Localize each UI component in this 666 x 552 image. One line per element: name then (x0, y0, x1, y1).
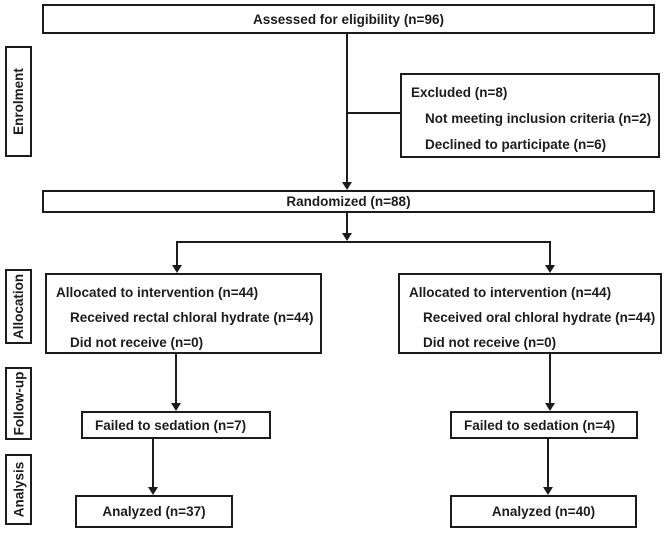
connector-right-followup-analyzed (547, 439, 549, 488)
allocation-left-line-2: Received rectal chloral hydrate (n=44) (70, 310, 314, 325)
stage-label-enrolment (5, 46, 32, 157)
randomized-text: Randomized (n=88) (286, 194, 411, 209)
assessed-box (42, 4, 655, 34)
excluded-box (400, 73, 660, 158)
connector-left-followup-analyzed (152, 439, 154, 488)
stage-label-enrolment-text: Enrolment (11, 68, 27, 135)
arrowhead-left-allocation (172, 265, 182, 273)
arrowhead-left-analyzed (148, 487, 158, 495)
allocation-left-line-3: Did not receive (n=0) (70, 335, 204, 350)
arrowhead-randomized (342, 182, 352, 190)
arrowhead-split (342, 233, 352, 241)
allocation-left-box (45, 273, 322, 354)
followup-left-text: Failed to sedation (n=7) (95, 417, 247, 433)
stage-label-analysis-text: Analysis (11, 461, 26, 518)
connector-split-right-arm (549, 241, 551, 266)
arrowhead-right-followup (545, 403, 555, 411)
split-line (176, 241, 551, 243)
allocation-right-line-2: Received oral chloral hydrate (n=44) (423, 310, 656, 325)
analyzed-right-text: Analyzed (n=40) (491, 504, 596, 519)
assessed-text: Assessed for eligibility (n=96) (253, 11, 444, 27)
excluded-title: Excluded (n=8) (411, 85, 508, 100)
allocation-left-line-1: Allocated to intervention (n=44) (56, 285, 259, 300)
followup-left-box (81, 411, 271, 439)
allocation-right-line-1: Allocated to intervention (n=44) (409, 285, 612, 300)
stage-label-followup (5, 367, 32, 440)
stage-label-followup-text: Follow-up (11, 371, 27, 436)
analyzed-right-box (450, 495, 637, 528)
stage-label-allocation-text: Allocation (11, 273, 27, 340)
allocation-right-box (398, 273, 662, 354)
stage-label-analysis (5, 454, 32, 525)
arrowhead-right-analyzed (543, 487, 553, 495)
connector-excluded-branch (347, 112, 400, 114)
arrowhead-left-followup (171, 403, 181, 411)
followup-right-text: Failed to sedation (n=4) (464, 417, 616, 433)
connector-assessed-randomized (346, 33, 348, 183)
stage-label-allocation (5, 269, 32, 344)
connector-right-allocation-followup (549, 354, 551, 404)
analyzed-left-box (75, 495, 233, 528)
excluded-reason-1: Not meeting inclusion criteria (n=2) (425, 111, 652, 126)
allocation-right-line-3: Did not receive (n=0) (423, 335, 557, 350)
connector-randomized-split (346, 213, 348, 235)
followup-right-box (450, 411, 638, 439)
connector-left-allocation-followup (175, 354, 177, 404)
arrowhead-right-allocation (545, 265, 555, 273)
analyzed-left-text: Analyzed (n=37) (102, 504, 206, 519)
connector-split-left-arm (176, 241, 178, 266)
excluded-reason-2: Declined to participate (n=6) (425, 137, 607, 152)
randomized-box (42, 190, 655, 213)
